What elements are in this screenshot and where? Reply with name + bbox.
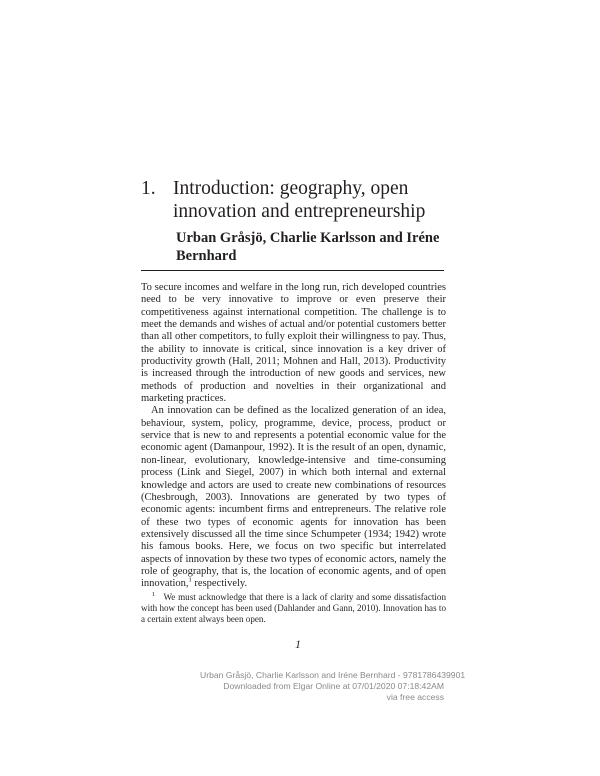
watermark-line-1: Urban Gråsjö, Charlie Karlsson and Iréne Bernhard - 9781786439901 <box>200 670 466 680</box>
footnote <box>141 592 446 626</box>
title-divider <box>141 270 444 271</box>
download-watermark <box>200 670 466 704</box>
footnote-reference: 1 <box>188 576 192 584</box>
paragraph-1: To secure incomes and welfare in the long run, rich developed countries need to be very innovative to improve or even preserve their competitiveness against international competition. The challenge is to meet the demands and wishes of actual and/or potential customers better than all other competitors, to fully exploit their willingness to pay. Thus, the ability to innovate is critical, since innovation is a key driver of productivity growth (Hall, 2011; Mohnen and Hall, 2013). Productivity is increased through the introduction of new goods and services, new methods of production and novelties in their organizational and marketing practices. <box>141 282 446 405</box>
chapter-number: 1. <box>141 178 156 199</box>
authors: Urban Gråsjö, Charlie Karlsson and Iréne Bernhard <box>176 230 440 264</box>
paragraph-2-text: An innovation can be defined as the localized generation of an idea, behaviour, system, policy, programme, device, process, product or service that is new to and represents a potential economic value for the economic agent (Damanpour, 1992). It is the result of an open, dynamic, non-linear, evolutionary, knowledge-intensive and time-consuming process (Link and Siegel, 2007) in which both internal and external knowledge and actors are used to create new combinations of resources (Chesbrough, 2003). Innovations are generated by two types of economic agents: incumbent firms and entrepreneurs. The relative role of these two types of economic agents for innovation has been extensively discussed all the time since Schumpeter (1934; 1942) wrote his famous books. Here, we focus on two specific but interrelated aspects of innovation by these two types of economic actors, namely the role of geography, that is, the location of economic agents, and of open innovation, <box>141 405 446 590</box>
paragraph-2-end: respectively. <box>191 578 248 590</box>
watermark-line-3: via free access <box>386 692 444 703</box>
page-number: 1 <box>295 637 301 651</box>
paragraph-2 <box>141 405 446 590</box>
chapter-title: Introduction: geography, open innovation and entrepreneurship <box>173 178 426 222</box>
footnote-marker: 1 <box>152 590 156 598</box>
footnote-text: We must acknowledge that there is a lack of clarity and some dissatisfaction with how the concept has been used (Dahlander and Gann, 2010). Innovation has to a certain extent always been open. <box>141 592 446 625</box>
footnote-body <box>141 592 446 626</box>
body-text <box>141 282 446 591</box>
watermark-line-2: Downloaded from Elgar Online at 07/01/2020 07:18:42AM <box>223 681 444 692</box>
